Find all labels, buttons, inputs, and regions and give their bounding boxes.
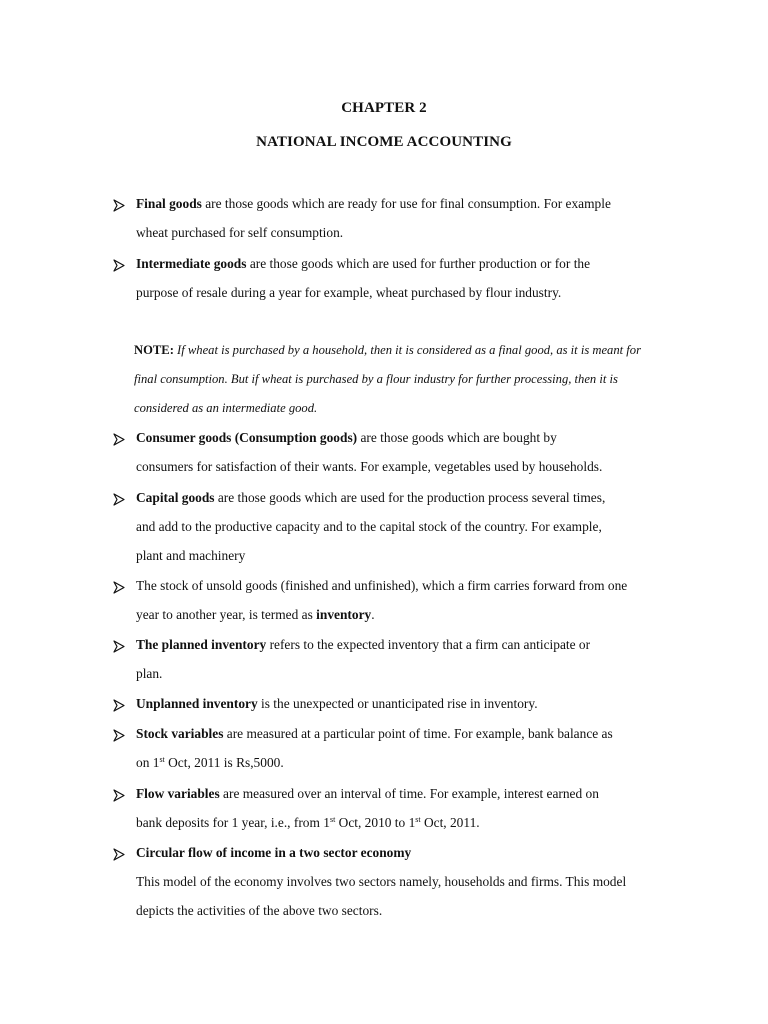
list-item-text: [136, 196, 611, 212]
term-inventory: inventory: [316, 607, 372, 622]
ordinal-suffix: st: [159, 755, 165, 764]
list-item-text: purpose of resale during a year for example, wheat purchased by flour industry.: [136, 285, 562, 300]
definition-text: are those goods which are used for the production process several times,: [214, 490, 606, 505]
term-planned-inventory: The planned inventory: [136, 637, 267, 652]
paragraph-line: depicts the activities of the above two sectors.: [136, 903, 383, 918]
list-item-text: plant and machinery: [136, 548, 246, 563]
definition-text: year to another year, is termed as: [136, 607, 317, 622]
arrowhead-bullet-icon: [113, 699, 125, 712]
definition-text: Oct, 2010 to 1: [335, 815, 416, 830]
arrowhead-bullet-icon: [113, 259, 125, 272]
note-text: considered as an intermediate good.: [134, 401, 318, 415]
list-item-text: The stock of unsold goods (finished and unfinished), which a firm carries forward from one: [136, 578, 628, 593]
definition-text: is the unexpected or unanticipated rise in inventory.: [257, 696, 538, 711]
list-item-text: [136, 256, 590, 272]
list-item-text: [136, 755, 284, 771]
note-line: [134, 343, 641, 358]
list-item-text: [136, 786, 599, 802]
term-final-goods: Final goods: [136, 196, 202, 211]
ordinal-suffix: st: [415, 815, 421, 824]
definition-text: are those goods which are ready for use for final consumption. For example: [201, 196, 611, 211]
definition-text: are those goods which are used for further production or for the: [246, 256, 591, 271]
definition-text: bank deposits for 1 year, i.e., from 1: [136, 815, 330, 830]
arrowhead-bullet-icon: [113, 199, 125, 212]
arrowhead-bullet-icon: [113, 433, 125, 446]
list-item-text: wheat purchased for self consumption.: [136, 225, 344, 240]
list-item-text: [136, 490, 605, 506]
definition-text: are measured over an interval of time. For example, interest earned on: [219, 786, 599, 801]
arrowhead-bullet-icon: [113, 493, 125, 506]
definition-text: are those goods which are bought by: [357, 430, 557, 445]
term-stock-variables: Stock variables: [136, 726, 224, 741]
note-text: If wheat is purchased by a household, then it is considered as a final good, as it is meant for: [173, 343, 641, 357]
arrowhead-bullet-icon: [113, 581, 125, 594]
definition-text: on 1: [136, 755, 160, 770]
term-flow-variables: Flow variables: [136, 786, 220, 801]
definition-text: .: [371, 607, 375, 622]
list-item-text: [136, 430, 557, 446]
arrowhead-bullet-icon: [113, 640, 125, 653]
term-consumer-goods: Consumer goods (Consumption goods): [136, 430, 358, 445]
term-circular-flow: Circular flow of income in a two sector economy: [136, 845, 412, 860]
term-capital-goods: Capital goods: [136, 490, 215, 505]
note-label: NOTE:: [134, 343, 174, 357]
chapter-heading: CHAPTER 2: [341, 100, 427, 116]
arrowhead-bullet-icon: [113, 848, 125, 861]
note-text: final consumption. But if wheat is purchased by a flour industry for further processing, then it is: [134, 372, 618, 386]
term-intermediate-goods: Intermediate goods: [136, 256, 247, 271]
list-item-text: [136, 815, 480, 831]
list-item-text: [136, 696, 538, 712]
page-title: NATIONAL INCOME ACCOUNTING: [256, 134, 512, 150]
list-item-text: and add to the productive capacity and to the capital stock of the country. For example,: [136, 519, 602, 534]
paragraph-line: This model of the economy involves two sectors namely, households and firms. This model: [136, 874, 627, 889]
list-item-text: [136, 845, 411, 861]
list-item-text: plan.: [136, 666, 163, 681]
note-line: [134, 401, 317, 416]
arrowhead-bullet-icon: [113, 729, 125, 742]
ordinal-suffix: st: [329, 815, 336, 824]
definition-text: Oct, 2011 is Rs,5000.: [164, 755, 284, 770]
definition-text: Oct, 2011.: [420, 815, 480, 830]
definition-text: are measured at a particular point of time. For example, bank balance as: [223, 726, 613, 741]
list-item-text: [136, 726, 613, 742]
list-item-text: consumers for satisfaction of their wants. For example, vegetables used by households.: [136, 459, 603, 474]
definition-text: refers to the expected inventory that a firm can anticipate or: [266, 637, 591, 652]
note-line: [134, 372, 618, 387]
list-item-text: [136, 607, 375, 623]
arrowhead-bullet-icon: [113, 789, 125, 802]
term-unplanned-inventory: Unplanned inventory: [136, 696, 258, 711]
list-item-text: [136, 637, 590, 653]
